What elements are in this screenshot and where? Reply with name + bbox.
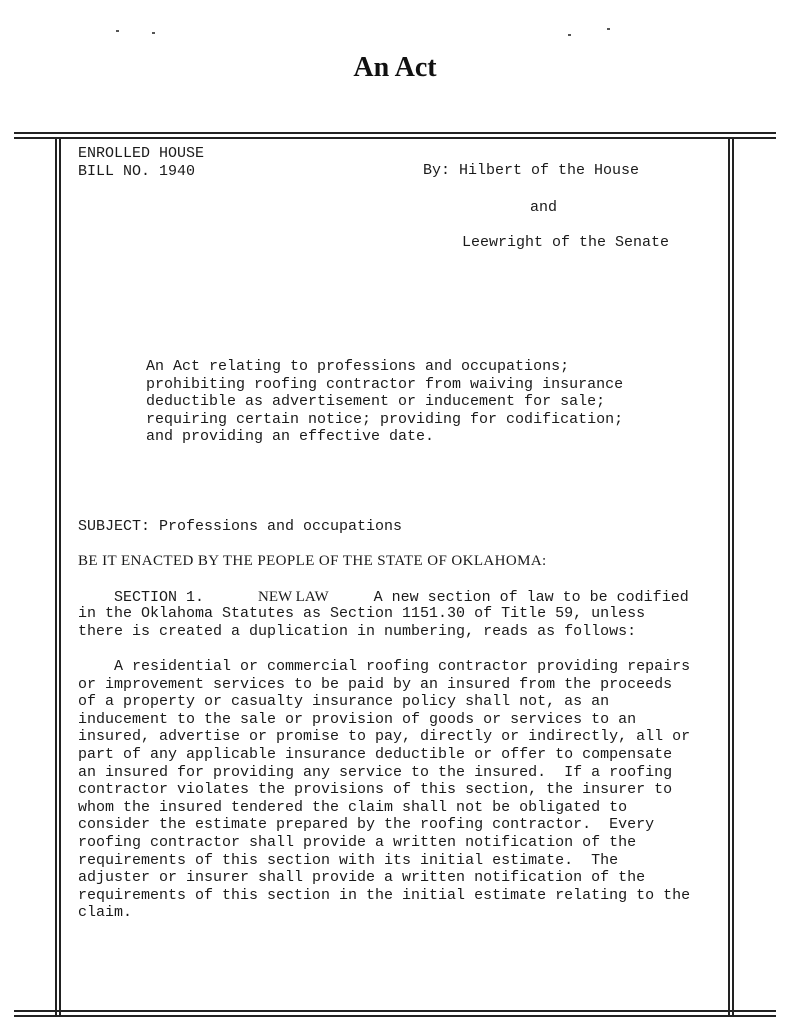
section-first-line: A new section of law to be codified: [373, 589, 689, 606]
text-line: roofing contractor shall provide a written notification of the: [78, 833, 637, 851]
text-line: inducement to the sale or provision of goods or services to an: [78, 710, 637, 728]
text-line: requirements of this section in the initial estimate relating to the: [78, 886, 691, 904]
frame-left-rule-inner: [59, 139, 61, 1017]
summary-line: An Act relating to professions and occupations;: [146, 358, 570, 375]
frame-bottom-rule: [14, 1010, 776, 1012]
section-label: SECTION 1.: [114, 589, 205, 606]
summary-line: deductible as advertisement or inducement for sale;: [146, 393, 606, 411]
text-line: requirements of this section with its initial estimate. The: [78, 851, 619, 869]
sponsors-block: [420, 162, 710, 252]
subject-line: SUBJECT: Professions and occupations: [78, 518, 403, 535]
section-text: [78, 658, 718, 922]
section-type: NEW LAW: [258, 589, 329, 605]
bill-identifier: [78, 145, 204, 181]
text-line: A residential or commercial roofing contractor providing repairs: [114, 658, 691, 675]
act-summary: [146, 358, 706, 446]
sponsor-senate: Leewright of the Senate: [462, 234, 670, 251]
text-line: whom the insured tendered the claim shall not be obligated to: [78, 798, 628, 816]
frame-left-rule: [55, 139, 57, 1017]
summary-line: prohibiting roofing contractor from waiving insurance: [146, 375, 624, 393]
section-intro: [78, 605, 718, 640]
frame-top-rule: [14, 132, 776, 134]
frame-right-rule: [728, 139, 730, 1017]
text-line: insured, advertise or promise to pay, directly or indirectly, all or: [78, 728, 691, 746]
text-line: part of any applicable insurance deductible or offer to compensate: [78, 745, 673, 763]
bill-number: BILL NO. 1940: [78, 163, 196, 180]
scan-specks: [0, 22, 790, 42]
frame-bottom-rule-inner: [14, 1015, 776, 1017]
text-line: or improvement services to be paid by an insured from the proceeds: [78, 675, 673, 693]
frame-right-rule-inner: [732, 139, 734, 1017]
frame-top-rule-inner: [14, 137, 776, 139]
text-line: claim.: [78, 904, 133, 922]
summary-line: and providing an effective date.: [146, 428, 435, 446]
sponsor-house: By: Hilbert of the House: [423, 162, 640, 179]
text-line: contractor violates the provisions of this section, the insurer to: [78, 781, 673, 799]
bill-chamber: ENROLLED HOUSE: [78, 145, 205, 162]
intro-line: in the Oklahoma Statutes as Section 1151.30 of Title 59, unless: [78, 605, 646, 622]
page-title: An Act: [353, 52, 437, 83]
intro-line: there is created a duplication in numbering, reads as follows:: [78, 622, 637, 640]
text-line: adjuster or insurer shall provide a written notification of the: [78, 869, 646, 887]
text-line: of a property or casualty insurance policy shall not, as an: [78, 693, 610, 711]
sponsor-and: and: [530, 199, 558, 216]
summary-line: requiring certain notice; providing for codification;: [146, 410, 624, 428]
text-line: an insured for providing any service to the insured. If a roofing: [78, 763, 673, 781]
text-line: consider the estimate prepared by the roofing contractor. Every: [78, 816, 655, 834]
enacting-clause: BE IT ENACTED BY THE PEOPLE OF THE STATE OF OKLAHOMA:: [78, 553, 547, 569]
